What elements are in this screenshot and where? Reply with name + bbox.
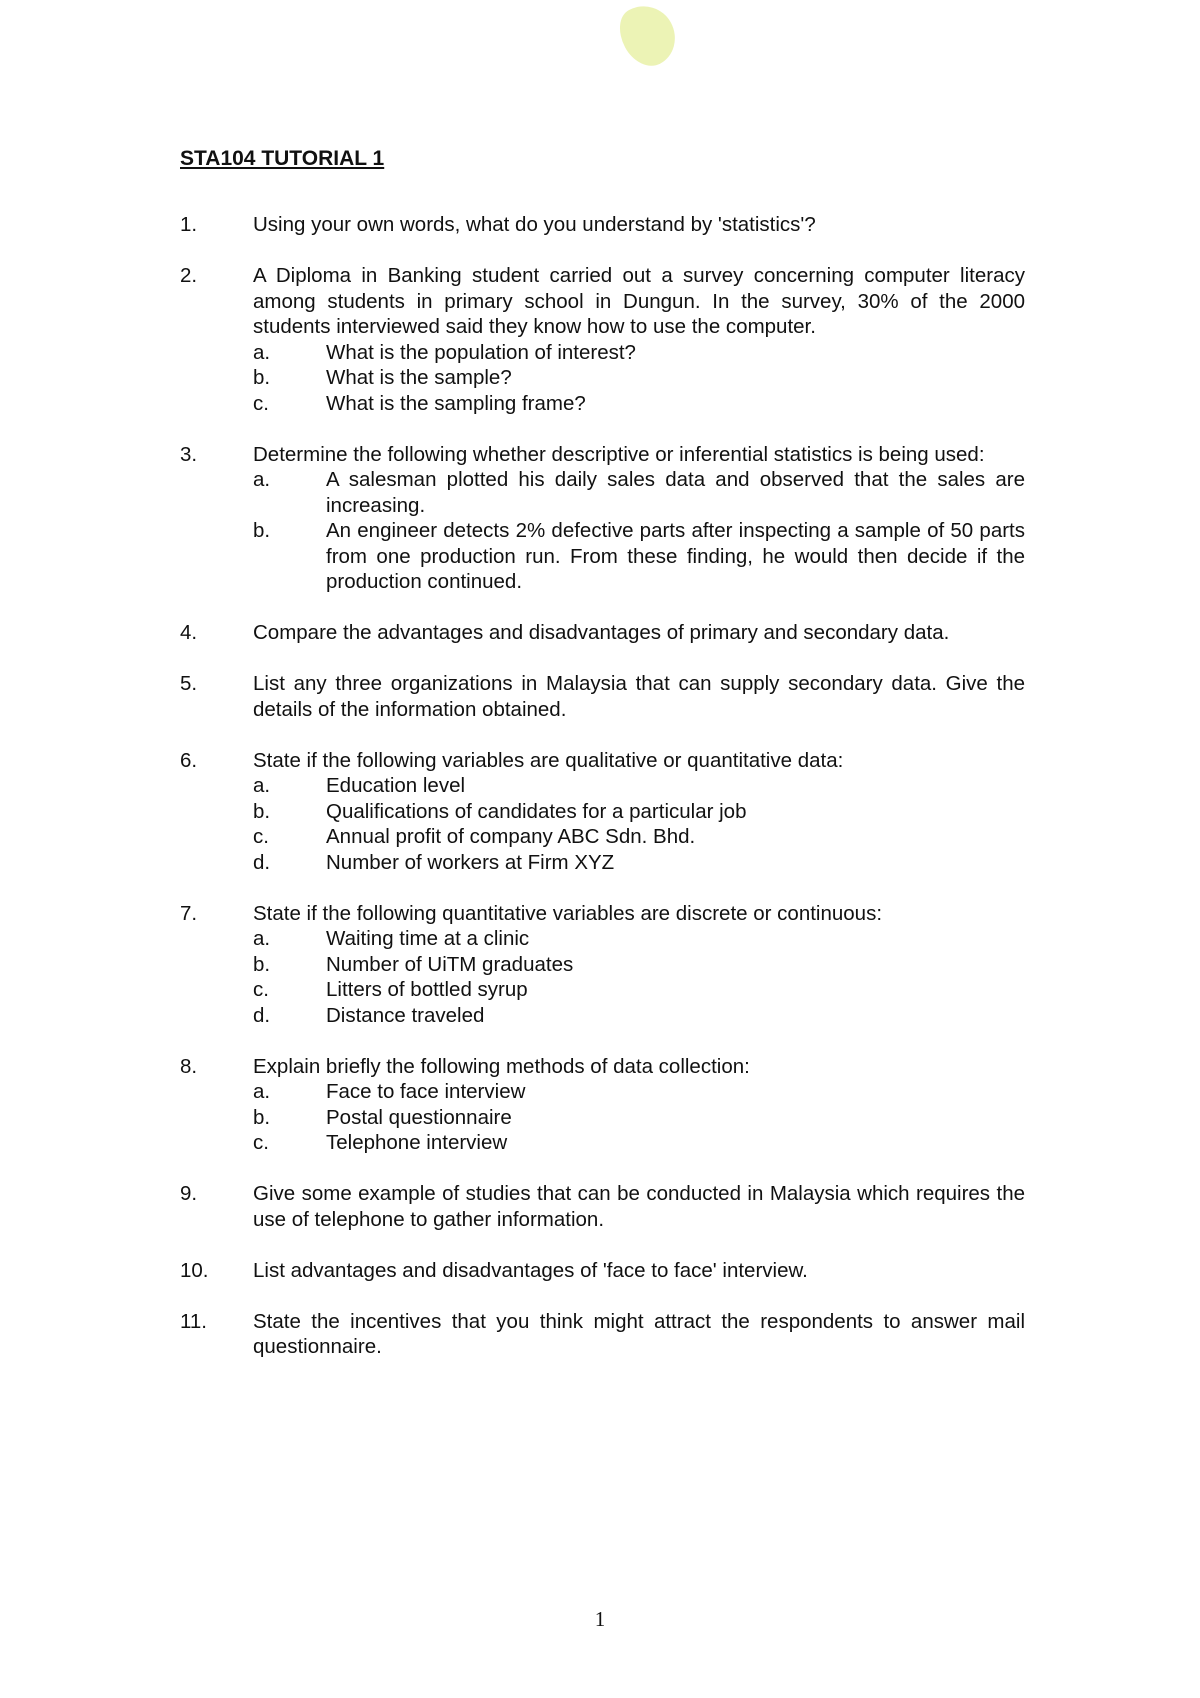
subitem-letter: d. — [253, 1003, 271, 1027]
question-text: Explain briefly the following methods of data collection: — [253, 1054, 750, 1078]
question-subitem — [253, 1079, 1025, 1105]
question-text: Compare the advantages and disadvantages of primary and secondary data. — [253, 621, 950, 644]
question-subitem — [253, 926, 1025, 952]
subitem-text: A salesman plotted his daily sales data and observed that the sales are increasing. — [326, 468, 1025, 517]
question-subitem — [253, 977, 1025, 1003]
question-list — [180, 212, 1025, 1360]
subitem-letter: a. — [253, 1080, 271, 1103]
question-item — [180, 212, 1025, 238]
question-text: List advantages and disadvantages of 'face to face' interview. — [253, 1258, 808, 1282]
question-text: State if the following variables are qualitative or quantitative data: — [253, 748, 844, 772]
question-subitem — [253, 1105, 1025, 1131]
question-item — [180, 1258, 1025, 1284]
question-number: 10. — [180, 1258, 209, 1282]
question-item — [180, 671, 1025, 722]
question-subitem — [253, 391, 1025, 417]
question-text: A Diploma in Banking student carried out a survey concerning computer literacy among students in primary school in Dungun. In the survey, 30% of the 2000 students interviewed said they know how to use the computer. — [253, 264, 1025, 338]
subitem-letter: b. — [253, 366, 271, 389]
subitem-letter: c. — [253, 1131, 269, 1154]
highlighter-mark — [610, 0, 685, 75]
question-number: 6. — [180, 748, 198, 772]
question-subitem — [253, 799, 1025, 825]
page-number: 1 — [594, 1607, 606, 1631]
question-number: 3. — [180, 442, 198, 466]
question-number: 9. — [180, 1182, 198, 1205]
subitem-letter: b. — [253, 799, 271, 823]
subitem-text: Telephone interview — [326, 1131, 508, 1154]
question-item — [180, 1309, 1025, 1360]
question-text: List any three organizations in Malaysia that can supply secondary data. Give the details of the information obtained. — [253, 672, 1025, 721]
question-number: 8. — [180, 1054, 198, 1078]
question-item — [180, 1054, 1025, 1156]
question-item — [180, 263, 1025, 416]
subitem-text: Education level — [326, 774, 466, 797]
document-title: STA104 TUTORIAL 1 — [180, 147, 385, 170]
subitem-letter: b. — [253, 1105, 271, 1129]
subitem-letter: c. — [253, 825, 269, 848]
subitem-text: Distance traveled — [326, 1003, 485, 1027]
question-item — [180, 620, 1025, 646]
subitem-text: What is the sampling frame? — [326, 391, 586, 415]
subitem-letter: b. — [253, 952, 271, 976]
question-text: Using your own words, what do you understand by 'statistics'? — [253, 213, 816, 236]
question-text: Determine the following whether descriptive or inferential statistics is being used: — [253, 442, 985, 466]
subitem-text: What is the population of interest? — [326, 340, 636, 364]
subitem-text: Annual profit of company ABC Sdn. Bhd. — [326, 825, 696, 848]
subitem-text: Number of UiTM graduates — [326, 952, 574, 976]
question-number: 2. — [180, 264, 198, 287]
question-number: 4. — [180, 621, 198, 644]
subitem-letter: c. — [253, 978, 269, 1001]
question-subitem — [253, 340, 1025, 366]
subitem-text: Litters of bottled syrup — [326, 978, 528, 1001]
subitem-letter: a. — [253, 927, 271, 950]
question-item — [180, 442, 1025, 595]
subitem-text: Postal questionnaire — [326, 1105, 512, 1129]
document-page — [180, 146, 1025, 1385]
question-item — [180, 1181, 1025, 1232]
question-number: 7. — [180, 901, 198, 925]
subitem-letter: d. — [253, 850, 271, 874]
subitem-text: Number of workers at Firm XYZ — [326, 850, 615, 874]
subitem-letter: a. — [253, 340, 271, 364]
subitem-letter: a. — [253, 774, 271, 797]
subitem-text: Waiting time at a clinic — [326, 927, 530, 950]
question-text: Give some example of studies that can be conducted in Malaysia which requires the use of telephone to gather information. — [253, 1182, 1025, 1231]
subitem-text: An engineer detects 2% defective parts after inspecting a sample of 50 parts from one production run. From these finding, he would then decide if the production continued. — [326, 519, 1025, 593]
subitem-text: Face to face interview — [326, 1080, 526, 1103]
subitem-letter: c. — [253, 391, 269, 415]
question-subitem — [253, 1003, 1025, 1029]
question-subitem — [253, 467, 1025, 518]
question-subitem — [253, 518, 1025, 595]
subitem-text: Qualifications of candidates for a particular job — [326, 799, 747, 823]
question-item — [180, 901, 1025, 1029]
question-subitem — [253, 952, 1025, 978]
question-text: State the incentives that you think might attract the respondents to answer mail questionnaire. — [253, 1309, 1025, 1358]
question-subitem — [253, 850, 1025, 876]
question-text: State if the following quantitative variables are discrete or continuous: — [253, 901, 883, 925]
question-subitem — [253, 824, 1025, 850]
question-number: 5. — [180, 672, 198, 695]
question-subitem — [253, 1130, 1025, 1156]
question-number: 11. — [180, 1309, 207, 1333]
subitem-text: What is the sample? — [326, 366, 512, 389]
subitem-letter: b. — [253, 519, 271, 542]
question-item — [180, 748, 1025, 876]
question-subitem — [253, 773, 1025, 799]
subitem-letter: a. — [253, 468, 271, 491]
question-subitem — [253, 365, 1025, 391]
question-number: 1. — [180, 213, 198, 236]
